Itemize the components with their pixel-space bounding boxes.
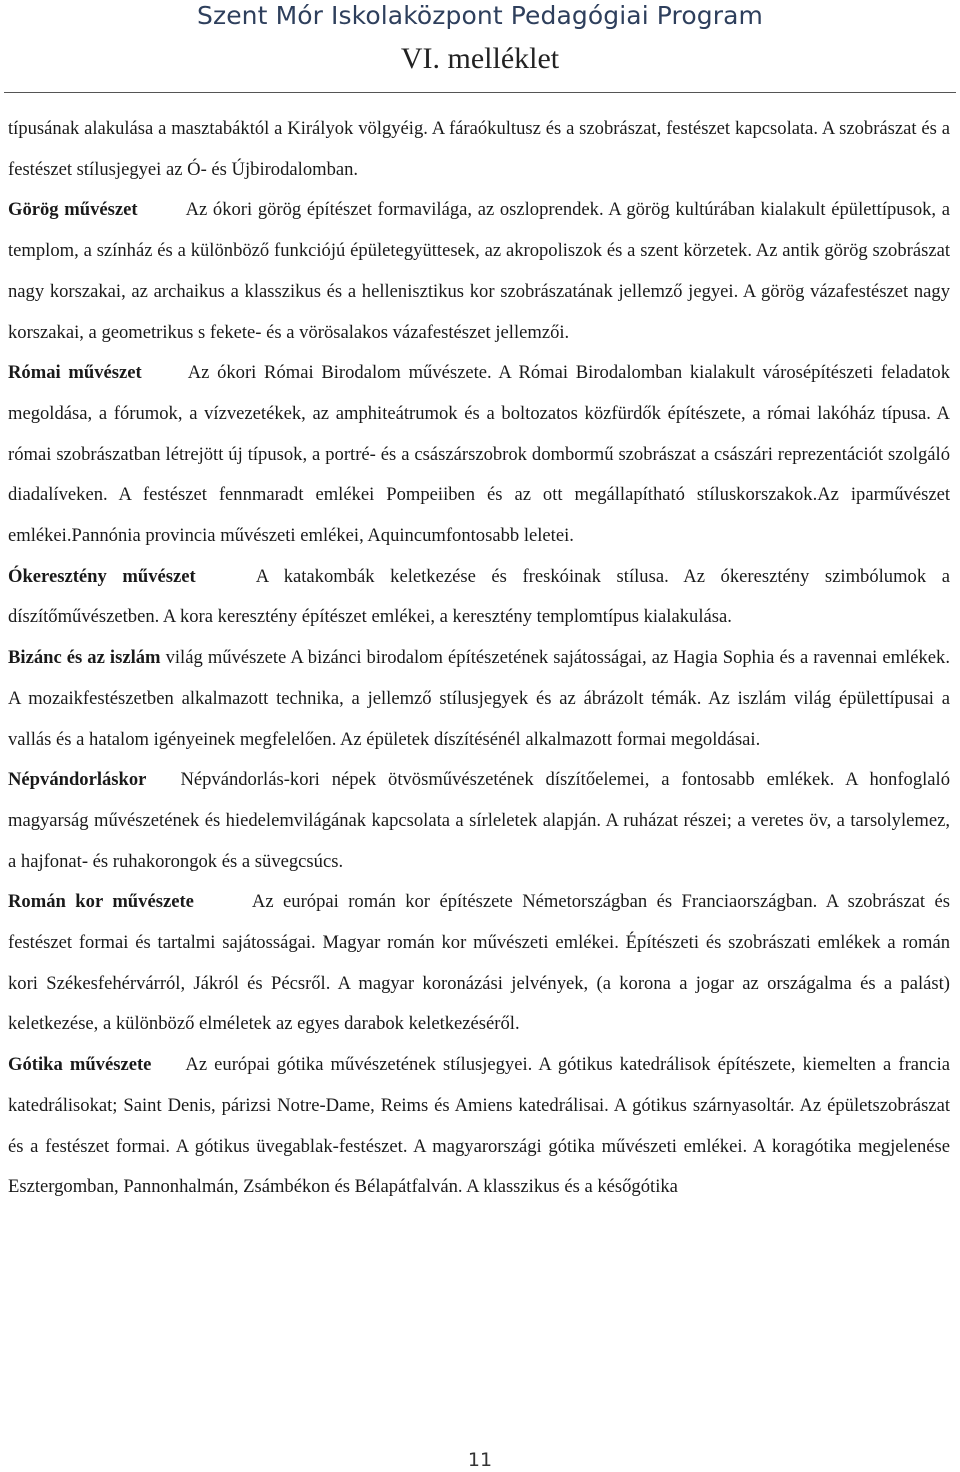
document-body bbox=[8, 109, 950, 1208]
section-term: Görög művészet bbox=[8, 199, 138, 221]
section-text: Az európai gótika művészetének stílusjegyei. A gótikus katedrálisok építészete, kiemelten a francia katedrálisokat; Saint Denis, párizsi Notre-Dame, Reims és Amiens katedrálisai. A gótikus szárnyasoltár. Az épületszobrászat és a festészet formai. A gótikus üvegablak-festészet. A magyarországi gótika művészeti emlékei. A koragótika megjelenése Esztergomban, Pannonhalmán, Zsámbékon és Bélapátfalván. A klasszikus és a későgótika bbox=[8, 1054, 950, 1198]
page-number: 11 bbox=[467, 1449, 493, 1471]
section-greek-art bbox=[8, 190, 950, 353]
school-program-title: Szent Mór Iskolaközpont Pedagógiai Program bbox=[197, 1, 763, 30]
section-term: Ókeresztény művészet bbox=[8, 565, 196, 587]
intro-paragraph: típusának alakulása a masztabáktól a Királyok völgyéig. A fáraókultusz és a szobrászat, festészet kapcsolata. A szobrászat és a festészet stílusjegyei az Ó- és Újbirodalomban. bbox=[8, 118, 950, 180]
section-term: Római művészet bbox=[8, 362, 142, 384]
section-text: Népvándorlás-kori népek ötvösművészetének díszítőelemei, a fontosabb emlékek. A honfoglaló magyarság művészetének és hiedelemvilágának kapcsolata a sírleletek alapján. A ruházat részei; a veretes öv, a tarsolylemez, a hajfonat- és ruhakorongok és a süvegcsúcs. bbox=[8, 769, 950, 872]
section-roman-art bbox=[8, 353, 950, 557]
section-text: Az ókori Római Birodalom művészete. A Római Birodalomban kialakult városépítészeti feladatok megoldása, a fórumok, a vízvezetékek, az amphiteátrumok és a boltozatos közfürdők építészete, a római lakóház típusa. A római szobrászatban létrejött új típusok, a portré- és a császárszobrok dombormű szobrászat a császári reprezentációt szolgáló diadalíveken. A festészet fennmaradt emlékei Pompeiiben és az ott megállapítható stíluskorszakok.Az iparművészet emlékei.Pannónia provincia művészeti emlékei, Aquincumfontosabb leletei. bbox=[8, 362, 950, 547]
section-term: Népvándorláskor bbox=[8, 769, 147, 791]
section-migration-period bbox=[8, 760, 950, 882]
section-term: Bizánc és az iszlám bbox=[8, 647, 161, 669]
section-text: A bizánci birodalom építészetének sajátosságai, az Hagia Sophia és a ravennai emlékek. A mozaikfestészetben alkalmazott technika, a jellemző stílusjegyek és az ábrázolt témák. Az iszlám világ épülettípusai a vallás és a hatalom igényeinek megfelelően. Az épületek díszítésénél alkalmazott formai megoldásai. bbox=[8, 647, 950, 750]
section-term: Román kor művészete bbox=[8, 891, 194, 913]
section-term: Gótika művészete bbox=[8, 1054, 152, 1076]
section-text: Az európai román kor építészete Németországban és Franciaországban. A szobrászat és festészet formai és tartalmi sajátosságai. Magyar román kor művészeti emlékei. Építészeti és szobrászati emlékek a román kori Székesfehérvárról, Jákról és Pécsről. A magyar koronázási jelvények, (a korona a jogar az országalma és a palást) keletkezése, a különböző elméletek az egyes darabok keletkezéséről. bbox=[8, 891, 950, 1035]
section-byzantine-islamic-art bbox=[8, 638, 950, 760]
annex-title: VI. melléklet bbox=[400, 42, 560, 75]
section-early-christian-art bbox=[8, 557, 950, 638]
section-text: Az ókori görög építészet formavilága, az oszloprendek. A görög kultúrában kialakult épülettípusok, a templom, a színház és a különböző funkciójú épületegyüttesek, az akropoliszok és a szent körzetek. Az antik görög szobrászat nagy korszakai, az archaikus a klasszikus és a hellenisztikus kor szobrászatának jellemző jegyei. A görög vázafestészet nagy korszakai, a geometrikus s fekete- és a vörösalakos vázafestészet jellemzői. bbox=[8, 199, 950, 343]
header-divider bbox=[4, 92, 956, 93]
section-romanesque-art bbox=[8, 882, 950, 1045]
page-header bbox=[0, 0, 960, 75]
section-text: A katakombák keletkezése és freskóinak stílusa. Az ókeresztény szimbólumok a díszítőművészetben. A kora keresztény építészet emlékei, a keresztény templomtípus kialakulása. bbox=[8, 565, 950, 628]
section-gothic-art bbox=[8, 1045, 950, 1208]
section-term-suffix: világ művészete bbox=[165, 647, 287, 669]
